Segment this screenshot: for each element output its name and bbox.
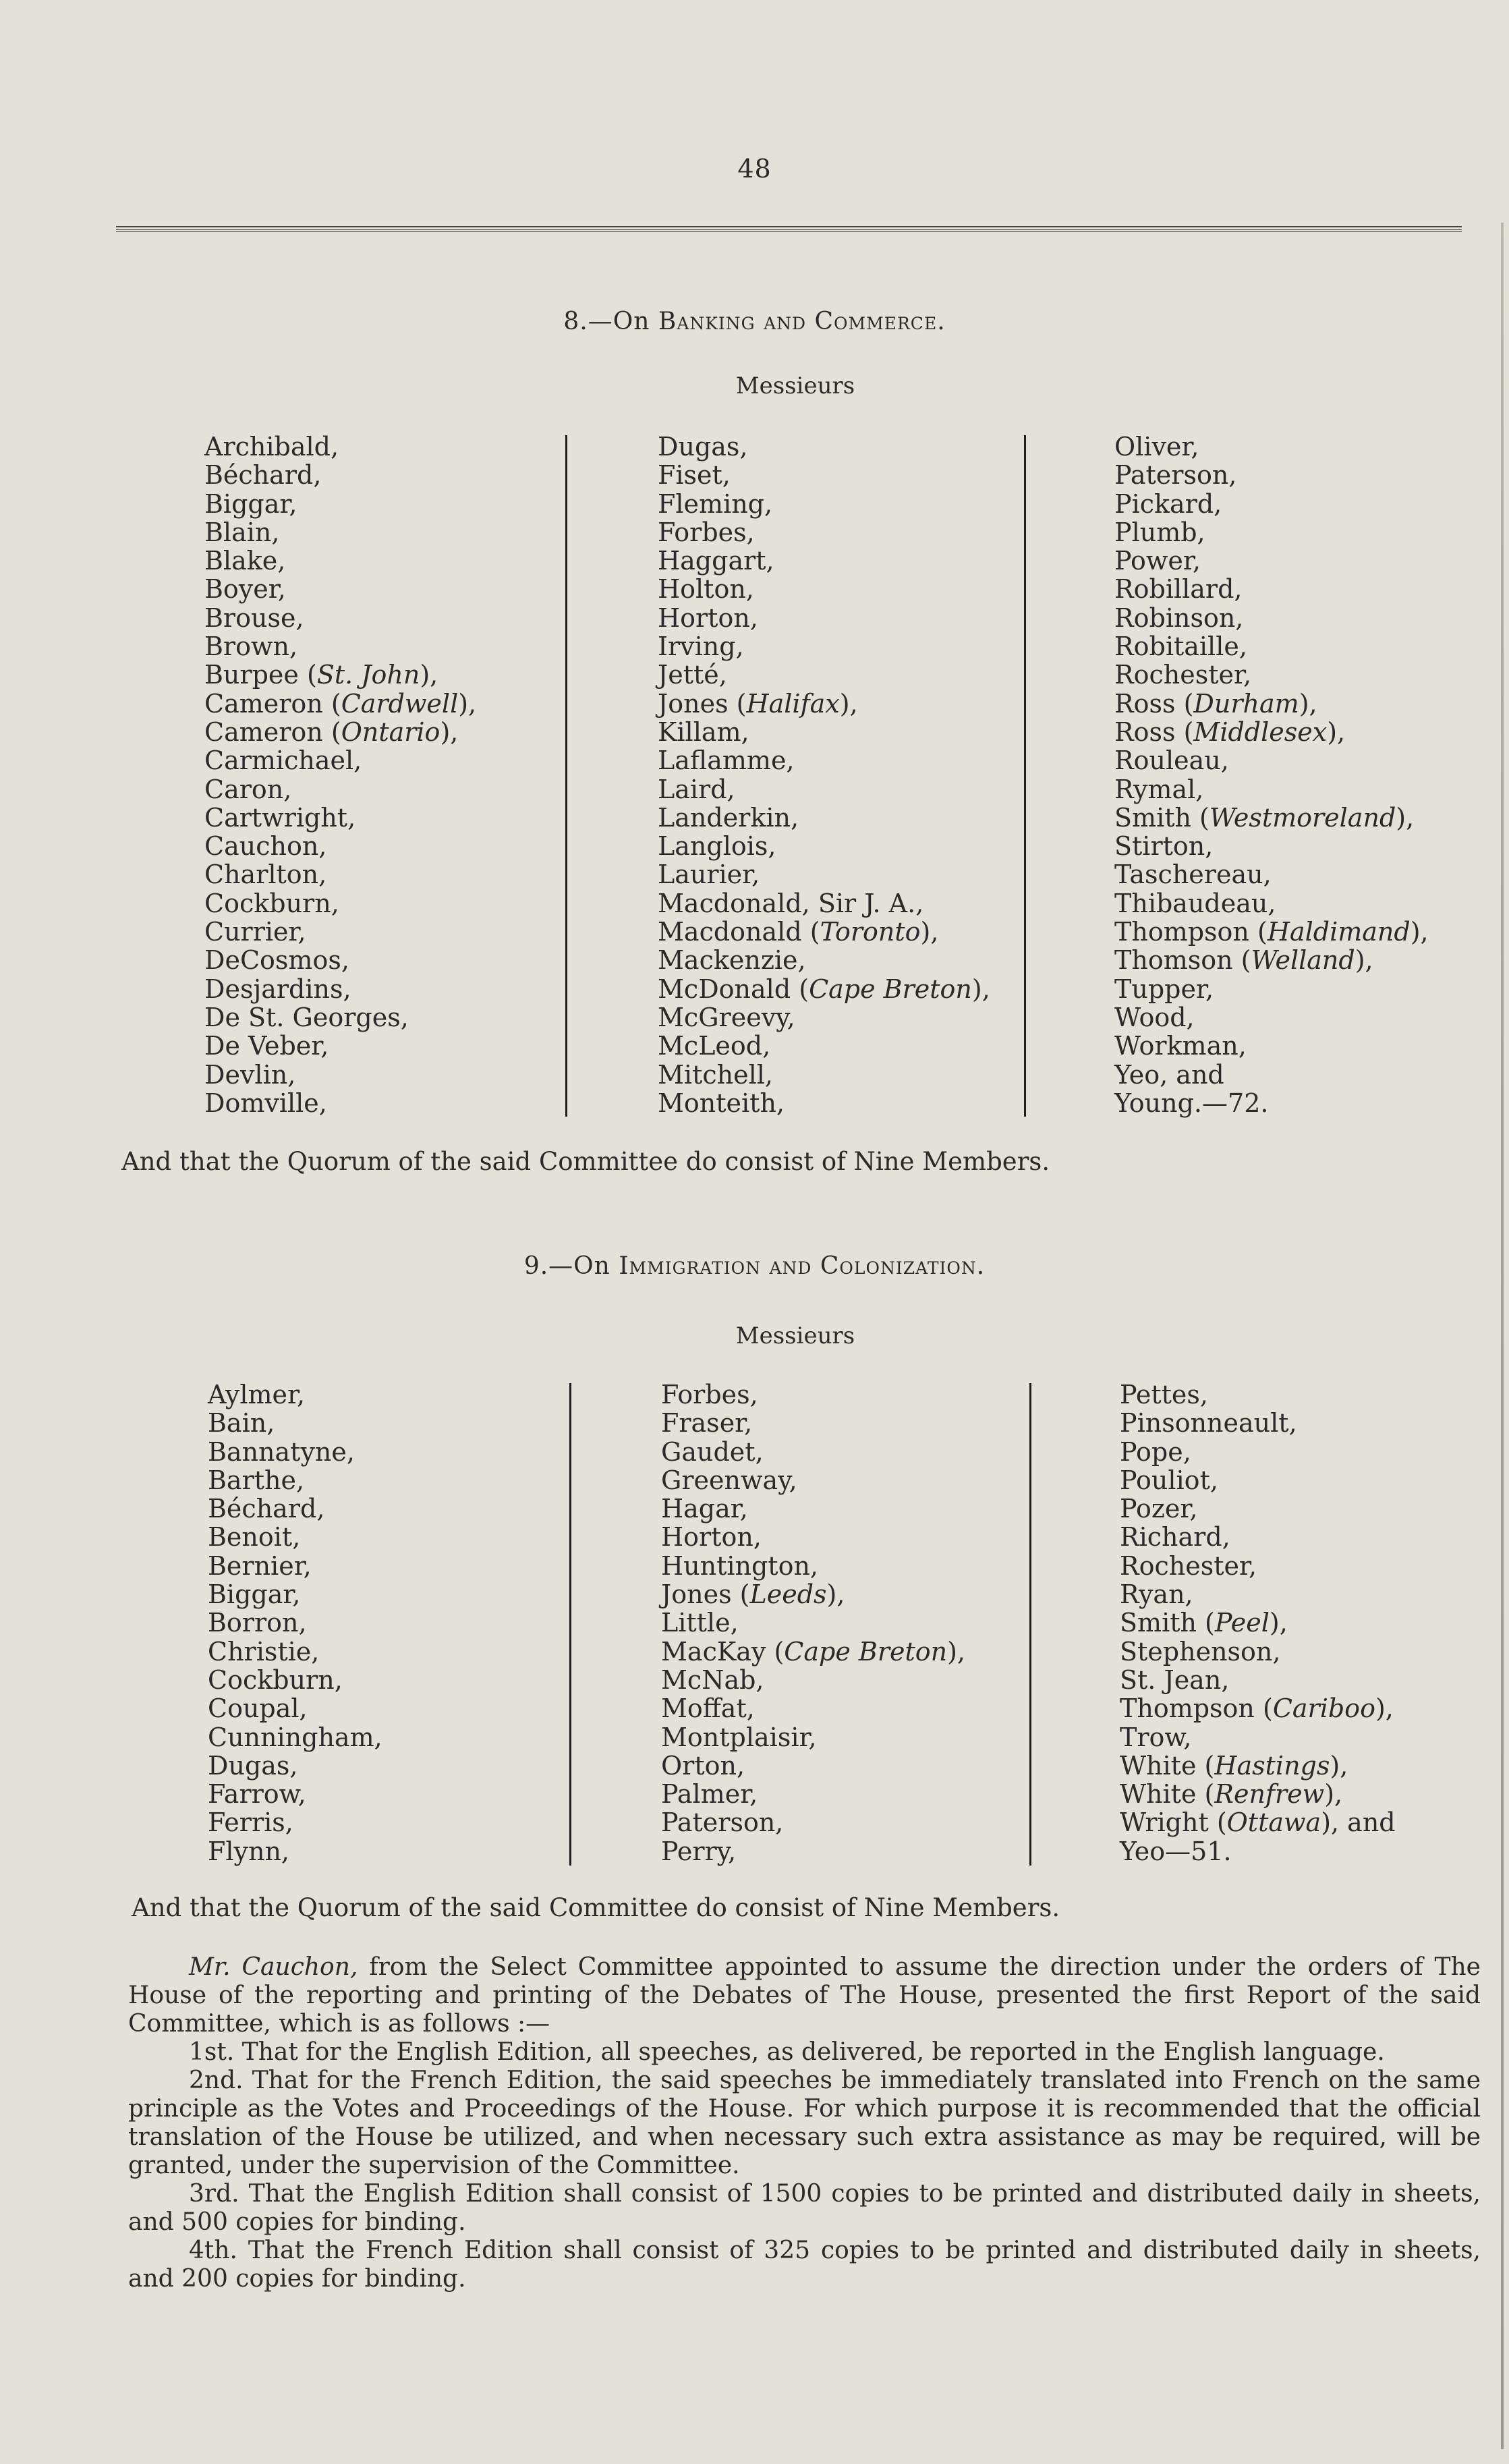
member-name: Paterson, [661,1808,784,1838]
member-name: Pope, [1120,1436,1191,1467]
member-name: Forbes, [661,1380,758,1409]
member-name: Trow, [1120,1722,1192,1752]
banking-title-prefix: 8.—On [563,308,658,335]
member-name: Brouse, [204,603,304,633]
member-name: Smith (Peel), [1120,1608,1288,1638]
member-name: McGreevy, [658,1002,795,1032]
member-name: Yeo—51. [1120,1836,1232,1866]
member-name: Blain, [204,517,280,547]
member-name: Cartwright, [204,802,356,833]
member-name: Oliver, [1114,432,1199,461]
immigration-title-prefix: 9.—On [523,1252,619,1280]
immigration-divider-2 [1029,1383,1031,1866]
member-name: Workman, [1114,1031,1247,1061]
member-name: Currier, [204,917,306,947]
member-name: Killam, [658,717,749,747]
immigration-column-2 [661,1380,965,1866]
member-name: Jones (Leeds), [661,1579,845,1610]
banking-quorum: And that the Quorum of the said Committee do consist of Nine Members. [121,1147,1050,1176]
member-name: Aylmer, [208,1380,306,1409]
member-name: MacKay (Cape Breton), [661,1636,965,1667]
member-name: Robitaille, [1114,632,1247,662]
member-name: Biggar, [204,488,297,519]
report-item-4: 4th. That the French Edition shall consist of 325 copies to be printed and distributed daily in sheets, and 200 copies for binding. [128,2237,1481,2293]
member-name: Gaudet, [661,1436,764,1467]
committee-report [128,1953,1481,2293]
banking-column-1 [204,432,476,1117]
member-name: Wood, [1114,1002,1195,1032]
banking-section-title [0,308,1509,335]
member-name: Forbes, [658,517,755,547]
immigration-title-rest: Immigration and Colonization. [619,1252,986,1280]
member-name: Power, [1114,546,1201,576]
member-name: McNab, [661,1664,764,1695]
member-name: Archibald, [204,432,339,461]
member-name: Macdonald (Toronto), [658,917,939,947]
member-name: Greenway, [661,1465,797,1495]
member-name: Thompson (Cariboo), [1120,1693,1394,1724]
member-name: Ryan, [1120,1579,1193,1610]
member-name: Blake, [204,546,286,576]
member-name: Biggar, [208,1579,301,1610]
member-name: McDonald (Cape Breton), [658,974,990,1004]
report-item-3: 3rd. That the English Edition shall consist of 1500 copies to be printed and distributed daily in sheets, and 500 copies for binding. [128,2180,1481,2236]
member-name: Tupper, [1114,974,1214,1004]
member-name: Caron, [204,774,292,804]
member-name: Carmichael, [204,746,362,776]
member-name: Stirton, [1114,831,1214,862]
immigration-divider-1 [569,1383,571,1866]
member-name: Thibaudeau, [1114,888,1276,918]
member-name: Bannatyne, [208,1436,355,1467]
member-name: Béchard, [208,1494,325,1524]
member-name: Moffat, [661,1693,755,1724]
member-name: St. Jean, [1120,1664,1230,1695]
member-name: Stephenson, [1120,1636,1281,1667]
member-name: Boyer, [204,574,286,605]
member-name: Rymal, [1114,774,1204,804]
member-name: Thompson (Haldimand), [1114,917,1429,947]
report-member-name: Mr. Cauchon, [189,1953,358,1981]
member-name: Domville, [204,1088,327,1118]
member-name: Fraser, [661,1408,753,1438]
member-name: Richard, [1120,1522,1230,1552]
member-name: Ferris, [208,1808,293,1838]
member-name: Pettes, [1120,1380,1208,1409]
member-name: Rochester, [1114,660,1252,690]
banking-column-3 [1114,432,1429,1117]
member-name: Hagar, [661,1494,748,1524]
immigration-messieurs: Messieurs [735,1322,855,1349]
member-name: De Veber, [204,1031,329,1061]
immigration-section-title [0,1252,1509,1280]
member-name: Fleming, [658,488,773,519]
report-item-1: 1st. That for the English Edition, all speeches, as delivered, be reported in the English language. [189,2038,1385,2066]
member-name: Landerkin, [658,802,799,833]
member-name: White (Hastings), [1120,1750,1348,1781]
member-name: Little, [661,1608,739,1638]
member-name: Palmer, [661,1779,758,1810]
member-name: Bernier, [208,1550,312,1581]
member-name: Horton, [661,1522,762,1552]
member-name: Cockburn, [208,1664,343,1695]
member-name: Pinsonneault, [1120,1408,1297,1438]
member-name: Ross (Middlesex), [1114,717,1346,747]
immigration-quorum: And that the Quorum of the said Committee do consist of Nine Members. [132,1893,1060,1922]
member-name: Laurier, [658,860,760,890]
member-name: Fiset, [658,460,731,491]
member-name: Langlois, [658,831,776,862]
member-name: Desjardins, [204,974,351,1004]
member-name: Monteith, [658,1088,785,1118]
member-name: Mackenzie, [658,945,806,976]
member-name: Béchard, [204,460,322,491]
member-name: Burpee (St. John), [204,660,438,690]
member-name: Robillard, [1114,574,1243,605]
member-name: Brown, [204,632,298,662]
member-name: Paterson, [1114,460,1237,491]
banking-divider-2 [1024,435,1026,1117]
immigration-column-3 [1120,1380,1396,1866]
member-name: White (Renfrew), [1120,1779,1343,1810]
member-name: Haggart, [658,546,774,576]
member-name: McLeod, [658,1031,771,1061]
member-name: Borron, [208,1608,307,1638]
member-name: Coupal, [208,1693,308,1724]
member-name: Pozer, [1120,1494,1198,1524]
member-name: Young.—72. [1114,1088,1269,1118]
member-name: Dugas, [208,1750,298,1781]
member-name: Laird, [658,774,735,804]
member-name: Cockburn, [204,888,339,918]
member-name: Cameron (Ontario), [204,717,459,747]
member-name: Cauchon, [204,831,327,862]
banking-title-rest: Banking and Commerce. [658,308,946,335]
member-name: Bain, [208,1408,275,1438]
member-name: Taschereau, [1114,860,1272,890]
member-name: Farrow, [208,1779,306,1810]
member-name: Cameron (Cardwell), [204,688,477,719]
banking-messieurs: Messieurs [735,372,855,399]
member-name: Smith (Westmoreland), [1114,802,1415,833]
member-name: Irving, [658,632,744,662]
report-item-2: 2nd. That for the French Edition, the said speeches be immediately translated into French on the same principle as the Votes and Proceedings of the House. For which purpose it is recommended that the official translation of the House be utilized, and when necessary such extra assistance as may be required, will be granted, under the supervision of the Committee. [128,2067,1481,2179]
member-name: Montplaisir, [661,1722,817,1752]
member-name: Perry, [661,1836,737,1866]
member-name: Ross (Durham), [1114,688,1317,719]
member-name: Flynn, [208,1836,290,1866]
member-name: Jones (Halifax), [658,688,858,719]
report-intro-text: from the Select Committee appointed to assume the direction under the orders of The House of the reporting and printing of the Debates of The House, presented the first Report of the said Committee, which is as follows :— [128,1953,1481,2038]
member-name: Dugas, [658,432,748,461]
member-name: Rochester, [1120,1550,1257,1581]
member-name: Barthe, [208,1465,305,1495]
member-name: Plumb, [1114,517,1205,547]
immigration-column-1 [208,1380,382,1866]
member-name: De St. Georges, [204,1002,409,1032]
member-name: DeCosmos, [204,945,349,976]
member-name: Robinson, [1114,603,1244,633]
member-name: Thomson (Welland), [1114,945,1373,976]
member-name: Rouleau, [1114,746,1229,776]
member-name: Mitchell, [658,1059,773,1090]
member-name: Orton, [661,1750,745,1781]
member-name: Devlin, [204,1059,296,1090]
member-name: Charlton, [204,860,327,890]
member-name: Christie, [208,1636,320,1667]
member-name: Huntington, [661,1550,819,1581]
member-name: Laflamme, [658,746,795,776]
page-number: 48 [737,154,772,184]
member-name: Horton, [658,603,758,633]
banking-column-2 [658,432,990,1117]
banking-divider-1 [565,435,567,1117]
member-name: Cunningham, [208,1722,382,1752]
report-intro [128,1953,1481,2038]
member-name: Benoit, [208,1522,301,1552]
member-name: Yeo, and [1114,1059,1224,1090]
member-name: Wright (Ottawa), and [1120,1808,1396,1838]
member-name: Macdonald, Sir J. A., [658,888,924,918]
member-name: Jetté, [658,660,727,690]
member-name: Pickard, [1114,488,1222,519]
member-name: Holton, [658,574,754,605]
header-rule [116,226,1462,232]
member-name: Pouliot, [1120,1465,1218,1495]
